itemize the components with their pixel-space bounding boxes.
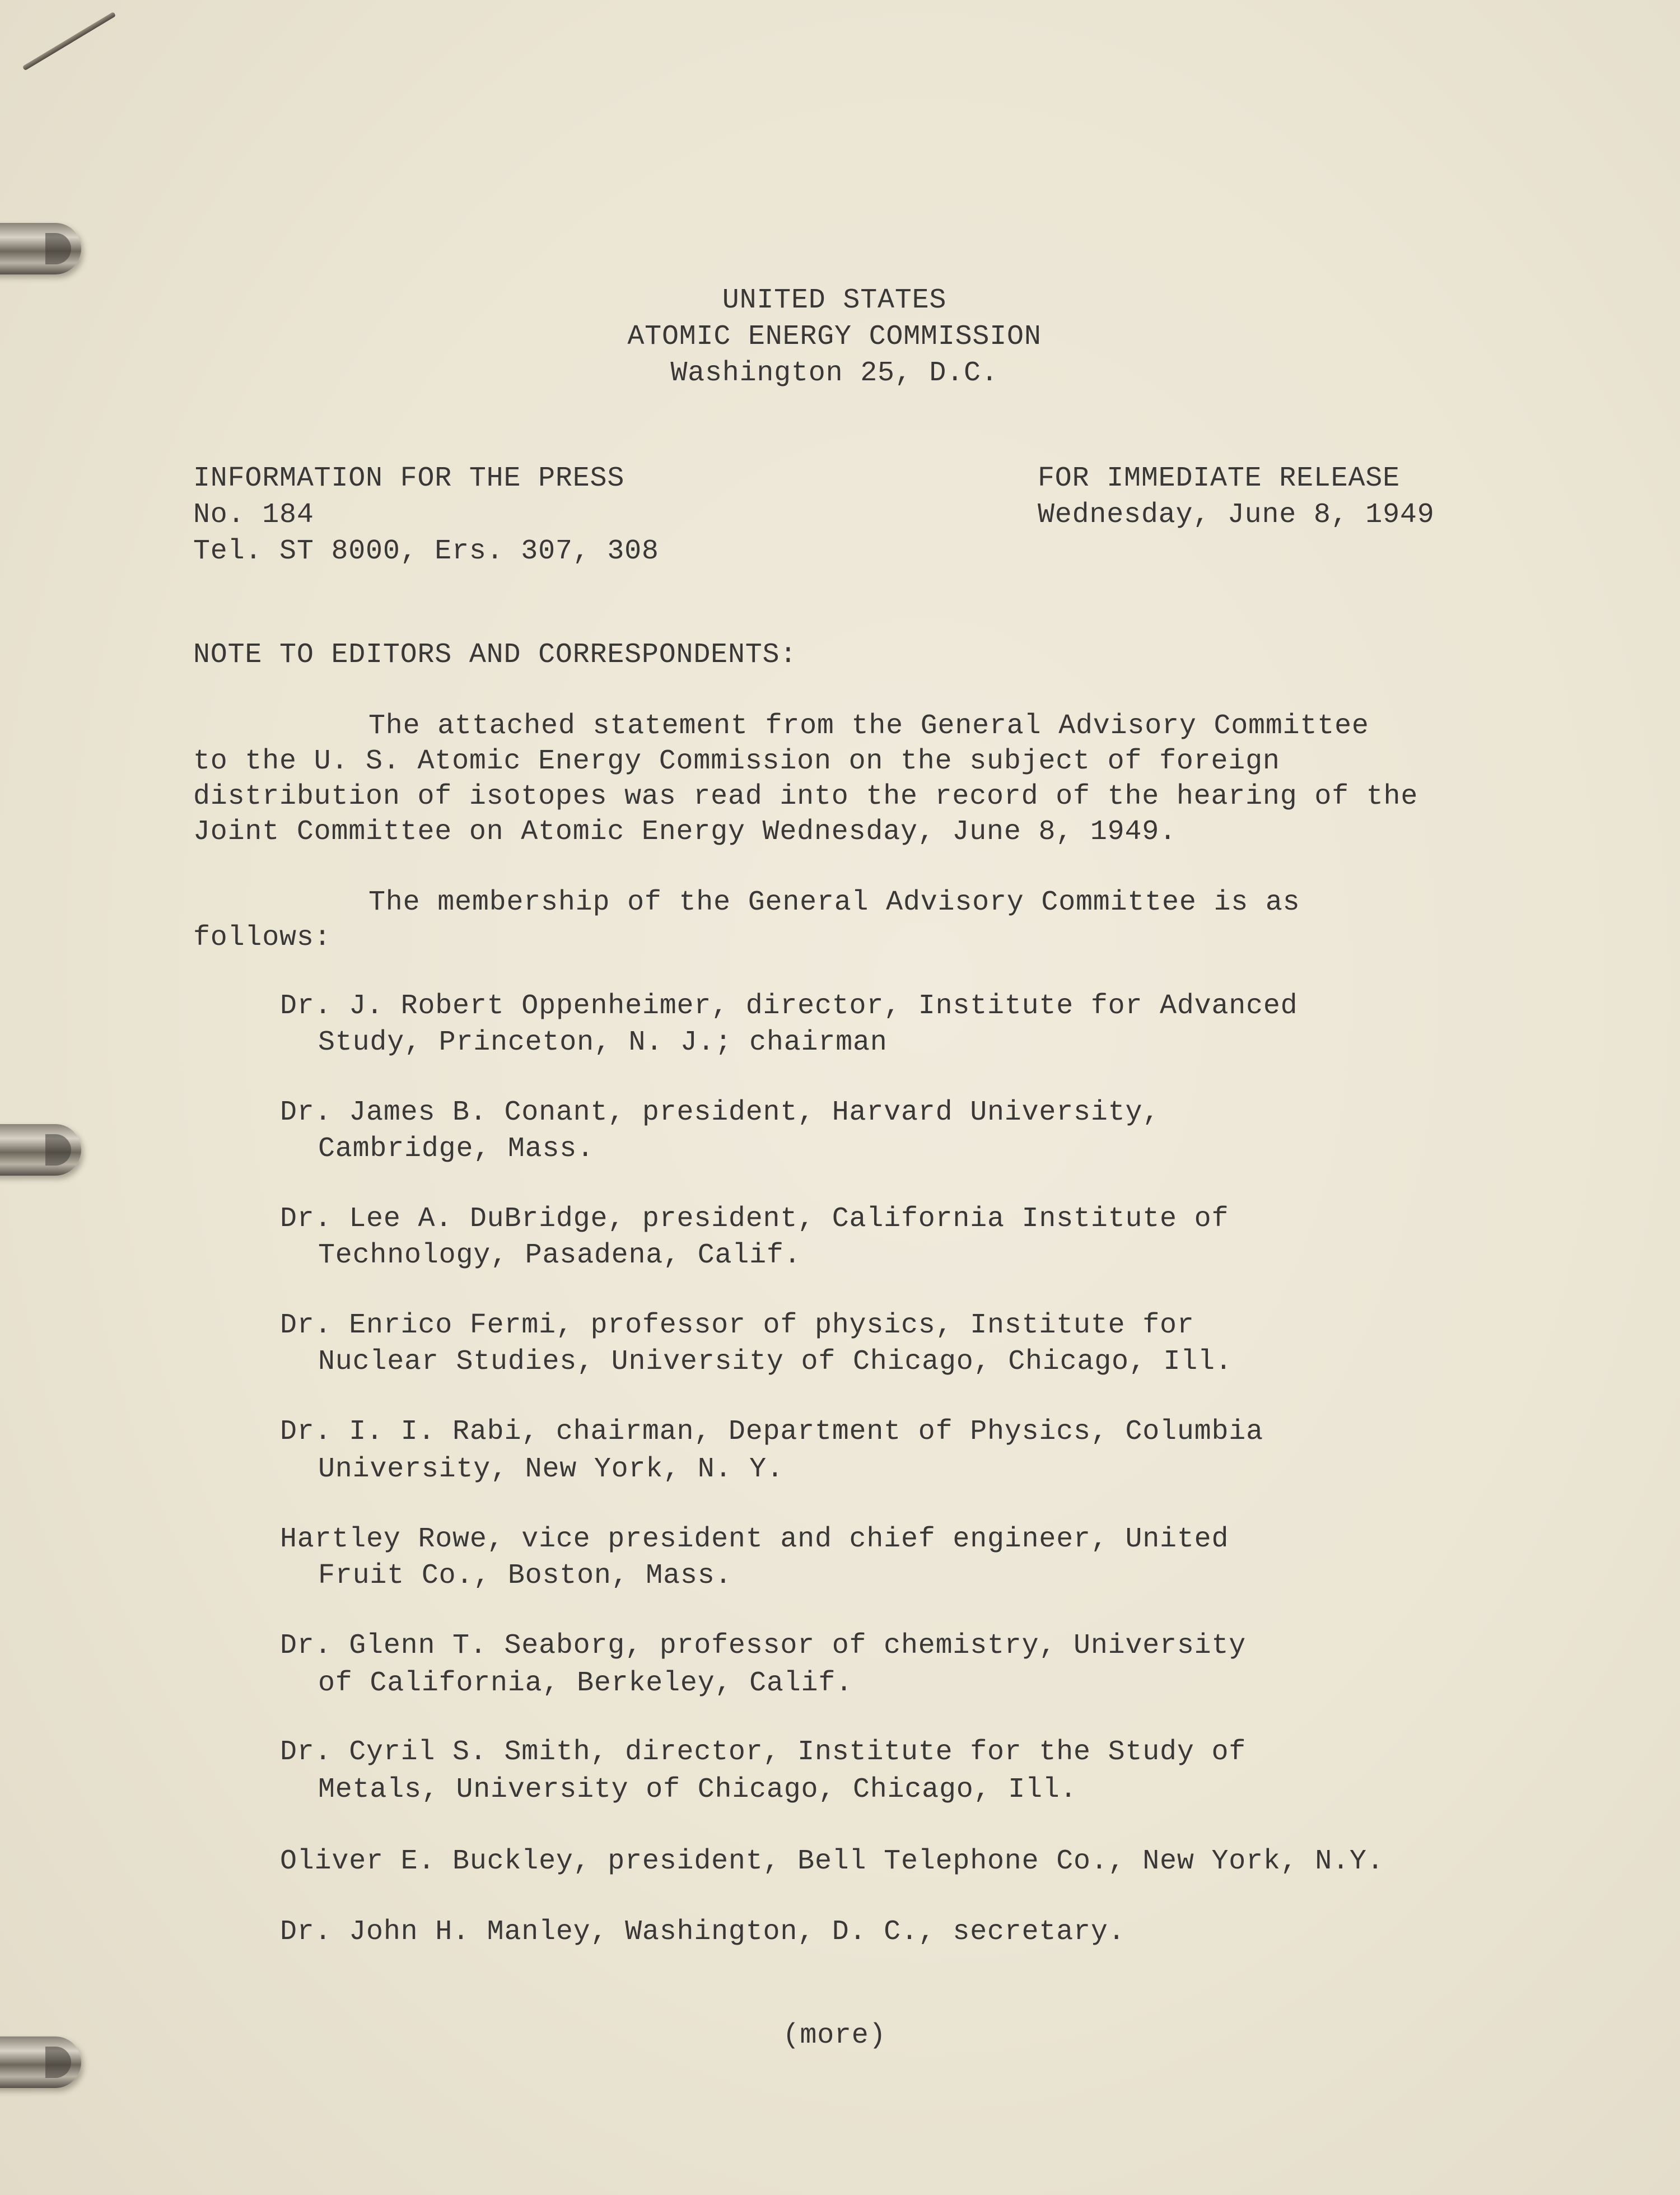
paragraph-1-line-4: Joint Committee on Atomic Energy Wednesday, June 8, 1949. <box>193 816 1177 848</box>
binder-ring-middle <box>0 1124 81 1176</box>
member-fermi: Dr. Enrico Fermi, professor of physics, Institute for <box>280 1309 1194 1341</box>
header-line-2: ATOMIC ENERGY COMMISSION <box>627 321 1042 353</box>
member-buckley: Oliver E. Buckley, president, Bell Telephone Co., New York, N.Y. <box>280 1846 1384 1877</box>
paragraph-2-line-1: The membership of the General Advisory Committee is as <box>368 887 1300 919</box>
member-seaborg-cont: of California, Berkeley, Calif. <box>318 1667 853 1699</box>
member-oppenheimer-cont: Study, Princeton, N. J.; chairman <box>318 1027 888 1059</box>
member-smith-cont: Metals, University of Chicago, Chicago, Ill. <box>318 1774 1077 1806</box>
header-line-1: UNITED STATES <box>722 285 947 316</box>
header-line-3: Washington 25, D.C. <box>670 357 998 389</box>
member-rowe: Hartley Rowe, vice president and chief engineer, United <box>280 1523 1229 1555</box>
member-rabi-cont: University, New York, N. Y. <box>318 1453 784 1485</box>
release-status: FOR IMMEDIATE RELEASE <box>1038 463 1400 495</box>
info-for-press: INFORMATION FOR THE PRESS <box>193 463 625 495</box>
member-conant: Dr. James B. Conant, president, Harvard University, <box>280 1097 1160 1129</box>
paragraph-1-line-2: to the U. S. Atomic Energy Commission on the subject of foreign <box>193 745 1280 777</box>
paragraph-1-line-1: The attached statement from the General Advisory Committee <box>368 710 1369 742</box>
member-dubridge: Dr. Lee A. DuBridge, president, California Institute of <box>280 1203 1229 1235</box>
member-conant-cont: Cambridge, Mass. <box>318 1133 594 1165</box>
member-dubridge-cont: Technology, Pasadena, Calif. <box>318 1239 801 1271</box>
member-manley: Dr. John H. Manley, Washington, D. C., secretary. <box>280 1916 1126 1948</box>
note-heading: NOTE TO EDITORS AND CORRESPONDENTS: <box>193 639 797 671</box>
more-indicator: (more) <box>782 2020 886 2052</box>
binder-ring-top <box>0 223 81 274</box>
member-rabi: Dr. I. I. Rabi, chairman, Department of Physics, Columbia <box>280 1416 1263 1448</box>
member-smith: Dr. Cyril S. Smith, director, Institute for the Study of <box>280 1736 1247 1768</box>
member-fermi-cont: Nuclear Studies, University of Chicago, Chicago, Ill. <box>318 1346 1233 1378</box>
telephone-line: Tel. ST 8000, Ers. 307, 308 <box>193 535 659 567</box>
release-date: Wednesday, June 8, 1949 <box>1038 499 1435 531</box>
member-oppenheimer: Dr. J. Robert Oppenheimer, director, Institute for Advanced <box>280 990 1298 1022</box>
member-seaborg: Dr. Glenn T. Seaborg, professor of chemistry, University <box>280 1630 1247 1662</box>
member-rowe-cont: Fruit Co., Boston, Mass. <box>318 1560 732 1592</box>
release-number: No. 184 <box>193 499 314 531</box>
paragraph-2-line-2: follows: <box>193 922 332 954</box>
paragraph-1-line-3: distribution of isotopes was read into the record of the hearing of the <box>193 781 1418 813</box>
